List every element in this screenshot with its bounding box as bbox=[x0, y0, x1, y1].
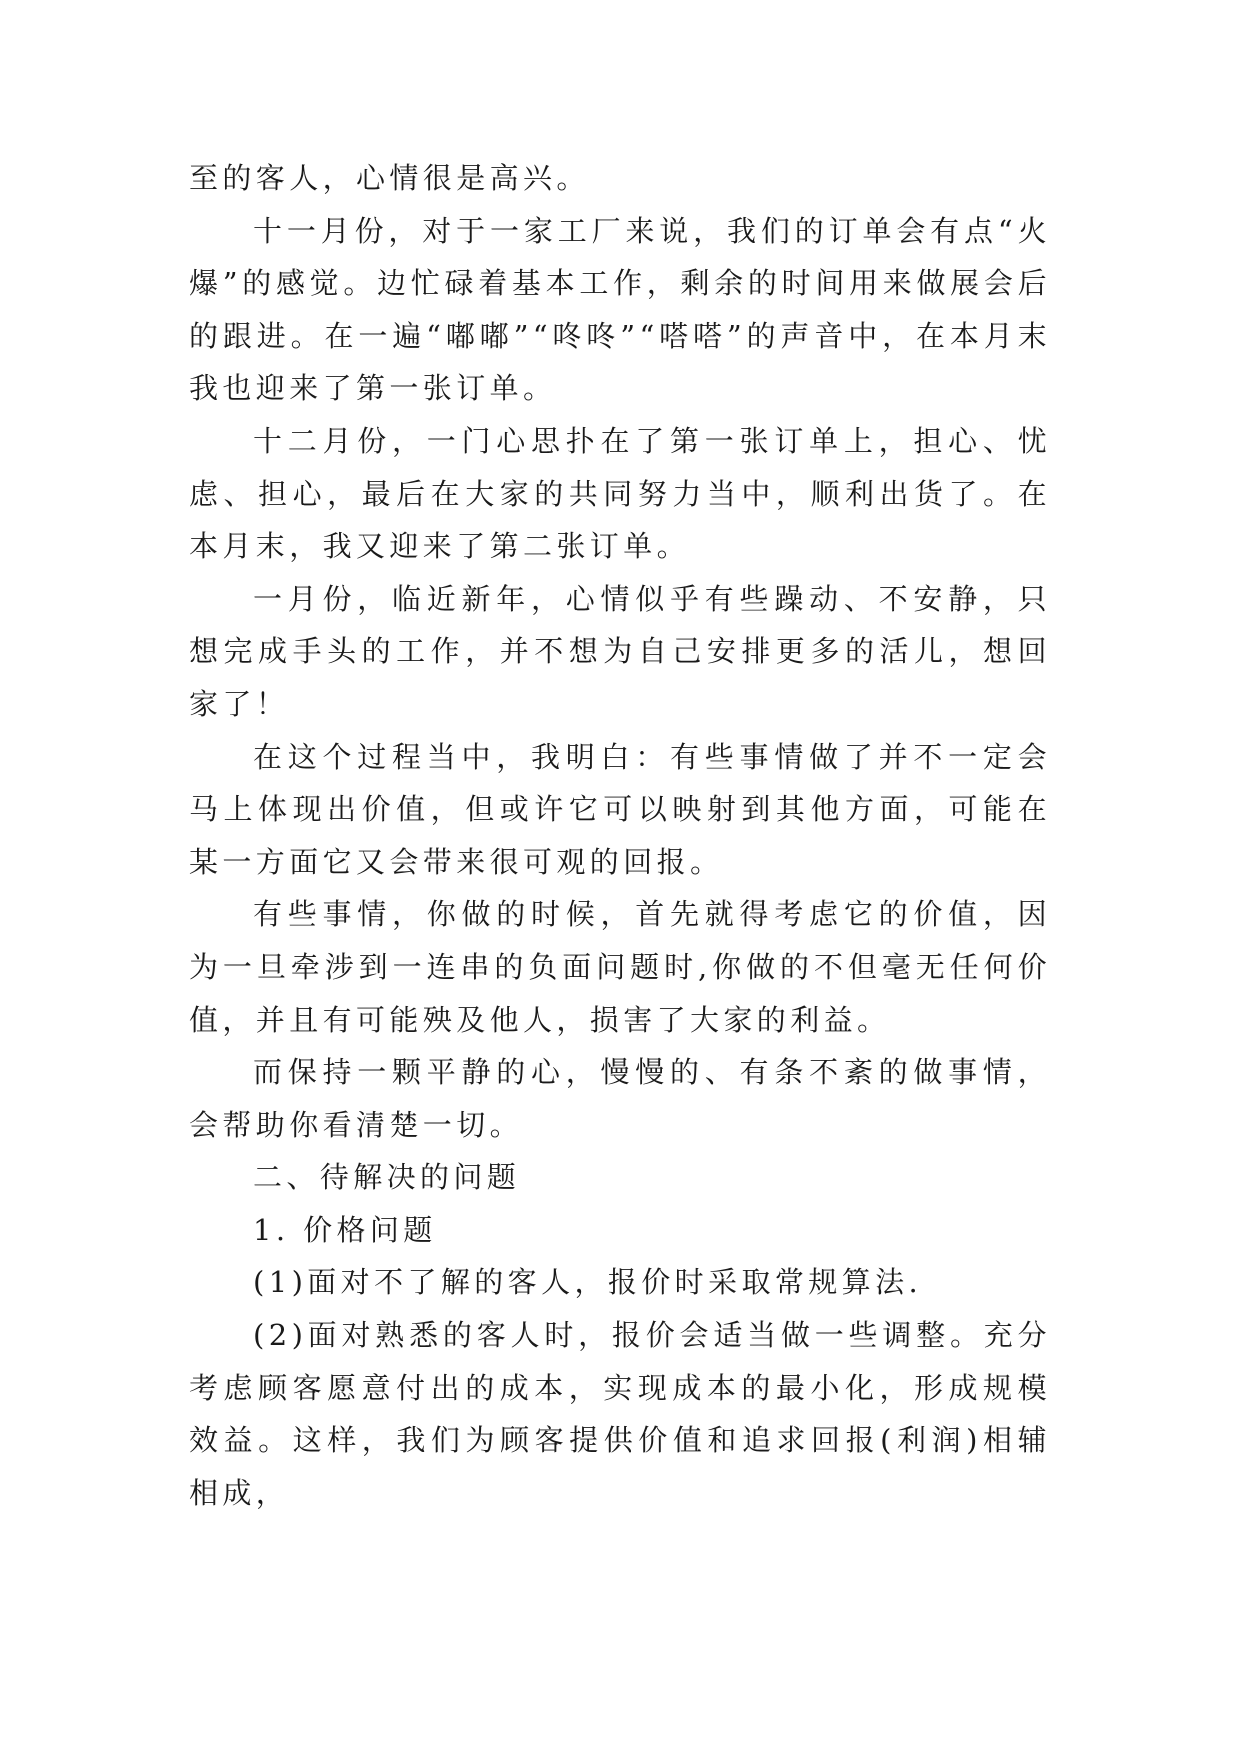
paragraph-continuation: 至的客人，心情很是高兴。 bbox=[189, 161, 590, 195]
list-item-1: (1)面对不了解的客人，报价时采取常规算法. bbox=[253, 1265, 923, 1300]
list-item-2: (2)面对熟悉的客人时，报价会适当做一些调整。充分考虑顾客愿意付出的成本，实现成本的最小化，形成规模效益。这样，我们为顾客提供价值和追求回报(利润)相辅相成， bbox=[189, 1318, 1051, 1510]
document-body bbox=[189, 152, 1051, 1519]
section-heading: 二、待解决的问题 bbox=[253, 1160, 521, 1195]
paragraph-calm: 而保持一颗平静的心，慢慢的、有条不紊的做事情，会帮助你看清楚一切。 bbox=[189, 1055, 1051, 1142]
paragraph-december: 十二月份，一门心思扑在了第一张订单上，担心、忧虑、担心，最后在大家的共同努力当中，顺利出货了。在本月末，我又迎来了第二张订单。 bbox=[189, 423, 1051, 564]
paragraph-november: 十一月份，对于一家工厂来说，我们的订单会有点“火爆”的感觉。边忙碌着基本工作，剩余的时间用来做展会后的跟进。在一遍“嘟嘟”“咚咚”“嗒嗒”的声音中，在本月末我也迎来了第一张订单。 bbox=[189, 213, 1051, 406]
paragraph-value: 有些事情，你做的时候，首先就得考虑它的价值，因为一旦牵涉到一连串的负面问题时,你做的不但毫无任何价值，并且有可能殃及他人，损害了大家的利益。 bbox=[189, 897, 1051, 1037]
paragraph-january: 一月份，临近新年，心情似乎有些躁动、不安静，只想完成手头的工作，并不想为自己安排更多的活儿，想回家了！ bbox=[189, 581, 1051, 721]
paragraph-reflection: 在这个过程当中，我明白：有些事情做了并不一定会马上体现出价值，但或许它可以映射到其他方面，可能在某一方面它又会带来很可观的回报。 bbox=[189, 739, 1051, 879]
subsection-heading: 1. 价格问题 bbox=[253, 1212, 437, 1247]
